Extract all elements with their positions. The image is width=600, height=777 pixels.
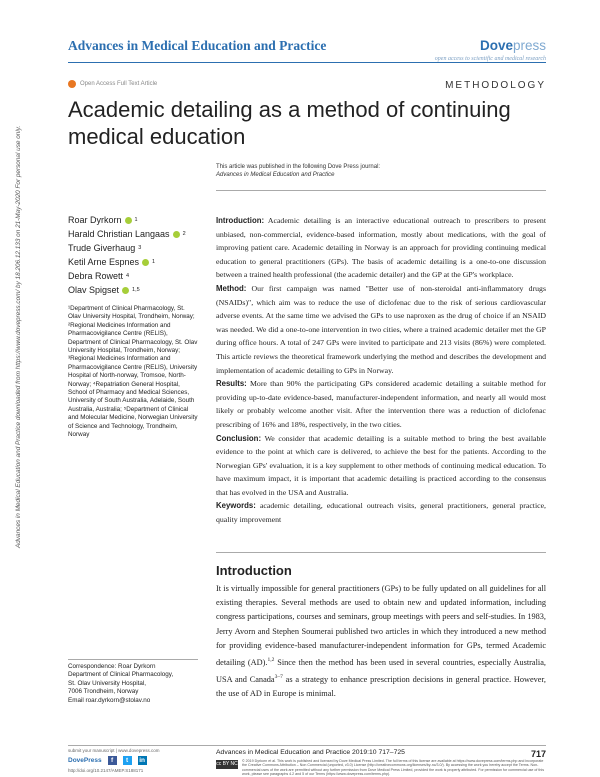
abstract-text: More than 90% the participating GPs considered academic detailing a suitable method for providing up-to-date evidence-based, manufacturer-independent information, and nearly all would most likely or probably welcome another visit. After the intervention there was a reduction of diclofenac prescribing of 16% and 18%, respectively, in the two cities. <box>216 379 546 429</box>
introduction-body <box>216 582 546 701</box>
correspondence-line: Department of Clinical Pharmacology, <box>68 671 174 679</box>
publication-note-journal: Advances in Medical Education and Practice <box>216 172 335 178</box>
license-text: © 2019 Dyrkorn et al. This work is published and licensed by Dove Medical Press Limited. The full terms of this license are available at https://www.dovepress.com/terms.php and incorporate the Creative Commons Attribution – Non Commercial (unported, v3.0) License (http://creativecommons.org/licenses/by-nc/3.0/). By accessing the work you hereby accept the Terms. Non-commercial uses of the work are permitted without any further permission from Dove Medical Press Limited, provided the work is properly attributed. For permission for commercial use of this work, please see paragraphs 4.2 and 5 of our Terms (https://www.dovepress.com/terms.php). <box>242 759 544 777</box>
abstract-label: Conclusion: <box>216 433 262 443</box>
abstract <box>216 214 546 527</box>
footer-divider <box>68 745 546 746</box>
author[interactable] <box>68 241 214 255</box>
orcid-icon[interactable] <box>142 259 149 266</box>
author-name: Harald Christian Langaas <box>68 229 170 239</box>
abstract-label: Method: <box>216 283 247 293</box>
publisher-main: Dove <box>479 38 513 53</box>
facebook-icon[interactable]: f <box>108 756 117 765</box>
orcid-icon[interactable] <box>122 287 129 294</box>
correspondence-divider <box>68 659 198 660</box>
abstract-text: We consider that academic detailing is a suitable method to bring the best available evidence to the point at which care is delivered, to achieve the best for the patients. According to the Norwegian GPs' evaluation, it is a key supplement to other methods of continuing medical education. To have maximum impact, it is important that academic detailing is practiced according to the consensus that has evolved in the USA and Australia. <box>216 433 547 497</box>
footer-citation: Advances in Medical Education and Practice 2019:10 717–725 <box>216 749 405 756</box>
author[interactable] <box>68 227 214 241</box>
author[interactable] <box>68 213 214 227</box>
journal-name: Advances in Medical Education and Practice <box>68 38 327 53</box>
open-access-icon <box>68 80 76 88</box>
introduction-text: Since then the method has been used in several countries, especially Australia, USA and Canada <box>216 657 546 684</box>
abstract-conclusion <box>216 432 546 500</box>
footer-publisher-name[interactable]: DovePress <box>68 757 102 764</box>
doi-link[interactable]: http://doi.org/10.2147/AMEP.S188171 <box>68 768 144 773</box>
author-affiliation-mark: 1 <box>134 217 138 223</box>
author[interactable] <box>68 283 214 297</box>
open-access-text: Open Access Full Text Article <box>80 81 158 87</box>
author[interactable] <box>68 269 214 283</box>
linkedin-icon[interactable]: in <box>139 757 145 764</box>
abstract-label: Keywords: <box>216 501 256 511</box>
footer-publisher <box>68 756 147 765</box>
publisher-logo[interactable] <box>480 38 546 53</box>
submit-manuscript-link[interactable]: submit your manuscript | www.dovepress.com <box>68 748 160 753</box>
orcid-icon[interactable] <box>173 231 180 238</box>
abstract-text: Academic detailing is an interactive educational outreach to prescribers to present unbiased, non-commercial, evidence-based information, mostly about medications, with the goal of improving patient care. Academic detailing in Norway is an approach for providing continuing medical education to general practitioners (GPs). The basis of academic detailing is a one-to-one discussion between a trained health professional (the academic detailer) and the GP at the GP's workplace. <box>216 216 546 280</box>
introduction-text: as a strategy to enhance prescription decisions in general practice. However, the use of AD in Europe is minimal. <box>216 674 546 698</box>
open-access-label <box>68 80 157 88</box>
author-name: Olav Spigset <box>68 285 120 295</box>
header-divider <box>68 62 546 63</box>
download-watermark <box>14 118 36 548</box>
author-affiliation-mark: 1 <box>152 259 156 265</box>
correspondence-line: Correspondence: Roar Dyrkorn <box>68 663 156 670</box>
author-name: Roar Dyrkorn <box>68 215 122 225</box>
twitter-icon[interactable]: t <box>123 756 132 765</box>
abstract-text: Our first campaign was named "Better use of non-steroidal anti-inflammatory drugs (NSAIDs)", which aim was to reduce the use of diclofenac due to the risk of serious cardiovascular adverse events. At the same time we advised the GPs to use naproxen as the drug of choice if an NSAID was needed. We did a one-to-one intervention in two cities, where a trained academic detailer met the GP during office hours. A total of 247 GPs were invited to participate and 213 visits (86%) were completed. This article reviews the theoretical framework underlying the method and describes the development and implementation of academic detailing to GPs in Norway. <box>216 283 546 375</box>
publisher-accent: press <box>512 38 546 53</box>
cc-license-badge[interactable]: cc BY NC <box>216 761 238 767</box>
abstract-divider <box>216 552 546 553</box>
author-name: Trude Giverhaug <box>68 243 136 253</box>
introduction-text: It is virtually impossible for general practitioners (GPs) to be fully updated on all guidelines for all existing therapies. Several methods are used to obtain new and updated information, including congress participations, courses and seminars, group meetings with peers and self-studies. In 1983, Jerry Avorn and Stephen Soumerai published two articles in which they introduced a new method for providing evidence-based manufacturer-independent information for GPs, termed Academic detailing (AD). <box>216 584 546 667</box>
affiliations: ¹Department of Clinical Pharmacology, St. Olav University Hospital, Trondheim, Norway; ²Regional Medicines Information and Pharmacovigilance Centre (RELIS), Department of Clinical Pharmacology, St. Olav University Hospital, Trondheim, Norway; ³Regional Medicines Information and Pharmacovigilance Centre (RELIS), University Hospital of North-norway, Tromsoe, North-Norway; ⁴Repatriation General Hospital, School of Pharmacy and Medical Sciences, University of South Australia, Adelaide, South Australia, Australia; ⁵Department of Clinical and Molecular Medicine, Norwegian University of Science and Technology, Trondheim, Norway <box>68 305 198 439</box>
correspondence <box>68 663 208 705</box>
publication-note <box>216 163 380 179</box>
citation-link[interactable]: 3–7 <box>274 673 283 680</box>
abstract-results <box>216 377 546 431</box>
author-name: Ketil Arne Espnes <box>68 257 140 267</box>
meta-divider <box>216 190 546 191</box>
correspondence-line: St. Olav University Hospital, <box>68 679 147 687</box>
abstract-label: Results: <box>216 379 247 389</box>
abstract-label: Introduction: <box>216 216 265 225</box>
author-affiliation-mark: 3 <box>138 245 142 251</box>
article-title: Academic detailing as a method of continuing medical education <box>68 97 511 149</box>
orcid-icon[interactable] <box>125 217 132 224</box>
correspondence-line: 7006 Trondheim, Norway <box>68 688 139 696</box>
author-list <box>68 213 214 297</box>
abstract-text: academic detailing, educational outreach visits, general practitioners, general practice, quality improvement <box>216 501 546 525</box>
download-watermark-text: Advances in Medical Education and Practice downloaded from https://www.dovepress.com/ by 18.206.12.133 on 21-May-2020 For personal use only. <box>15 125 22 548</box>
abstract-keywords <box>216 499 546 526</box>
section-heading: Introduction <box>216 563 292 578</box>
publication-note-line1: This article was published in the following Dove Press journal: <box>216 164 381 170</box>
article-type: METHODOLOGY <box>445 80 546 91</box>
author-affiliation-mark: 4 <box>126 273 130 279</box>
publisher-tagline: open access to scientific and medical research <box>434 56 546 62</box>
correspondence-email[interactable]: Email roar.dyrkorn@stolav.no <box>68 696 151 704</box>
author[interactable] <box>68 255 214 269</box>
author-affiliation-mark: 2 <box>182 231 186 237</box>
author-name: Debra Rowett <box>68 271 124 281</box>
abstract-method <box>216 282 546 377</box>
author-affiliation-mark: 1,5 <box>132 287 140 293</box>
page-number: 717 <box>530 749 546 759</box>
citation-link[interactable]: 1,2 <box>267 657 275 664</box>
abstract-introduction <box>216 214 546 282</box>
